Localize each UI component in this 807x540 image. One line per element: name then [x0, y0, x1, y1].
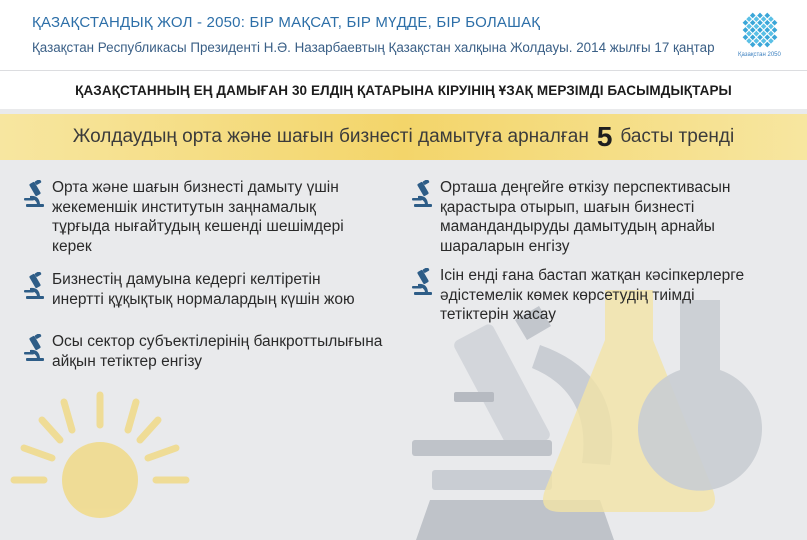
trend-item-text: [440, 178, 730, 256]
microscope-icon: [22, 180, 48, 208]
trend-item-line: Ісін енді ғана бастап жатқан кәсіпкерлерге: [440, 267, 745, 284]
trend-text-after: басты тренді: [620, 126, 735, 147]
trend-item-line: Орта және шағын бизнесті дамыту үшін: [52, 179, 339, 196]
trend-item-line: шараларын енгізу: [440, 237, 570, 255]
header-title: ҚАЗАҚСТАНДЫҚ ЖОЛ - 2050: БІР МАҚСАТ, БІР МҮДДЕ, БІР БОЛАШАҚ: [32, 14, 541, 31]
trend-item-line: инертті құқықтық нормалардың күшін жою: [52, 290, 355, 308]
trend-item-line: Осы сектор субъектілерінің банкроттылығына: [52, 333, 383, 350]
sun-icon: [14, 395, 186, 518]
trend-item-text: [52, 332, 382, 371]
microscope-icon: [410, 268, 436, 296]
trend-bar: [0, 114, 807, 160]
trend-number: 5: [596, 121, 613, 152]
header-subtitle: Қазақстан Республикасы Президенті Н.Ә. Назарбаевтың Қазақстан халқына Жолдауы. 2014 жылғы 17 қаңтар: [32, 40, 715, 55]
microscope-icon: [22, 334, 48, 362]
header: [0, 0, 807, 70]
priorities-banner: [0, 70, 807, 109]
trend-item-line: тетіктерін жасау: [440, 306, 556, 323]
trend-item-line: жекеменшік институтын заңнамалық: [52, 198, 316, 216]
trend-item-line: айқын тетіктер енгізу: [52, 352, 203, 370]
microscope-icon: [410, 180, 436, 208]
trend-item-text: [52, 270, 355, 309]
trend-text-before: Жолдаудың орта және шағын бизнесті дамытуға арналған: [72, 126, 589, 147]
trend-item-line: мамандандыруды дамытудың арнайы: [440, 218, 715, 235]
trend-item-line: керек: [52, 237, 92, 255]
trend-item-line: әдістемелік көмек көрсетудің тиімді: [440, 286, 695, 304]
trend-item-line: Бизнестің дамуына кедергі келтіретін: [52, 271, 321, 288]
trend-item-line: Орташа деңгейге өткізу перспективасын: [440, 179, 731, 196]
trend-item-text: [440, 266, 744, 325]
trend-item-line: тұрғыда нығайтудың кешенді шешімдері: [52, 218, 344, 235]
banner-title: ҚАЗАҚСТАННЫҢ ЕҢ ДАМЫҒАН 30 ЕЛДІҢ ҚАТАРЫНА КІРУІНІҢ ҰЗАҚ МЕРЗІМДІ БАСЫМДЫҚТАРЫ: [75, 82, 732, 98]
trend-item-text: [52, 178, 344, 256]
microscope-icon: [22, 272, 48, 300]
trend-item-line: қарастыра отырып, шағын бизнесті: [440, 198, 695, 216]
logo-text: Қазақстан 2050: [738, 52, 781, 58]
